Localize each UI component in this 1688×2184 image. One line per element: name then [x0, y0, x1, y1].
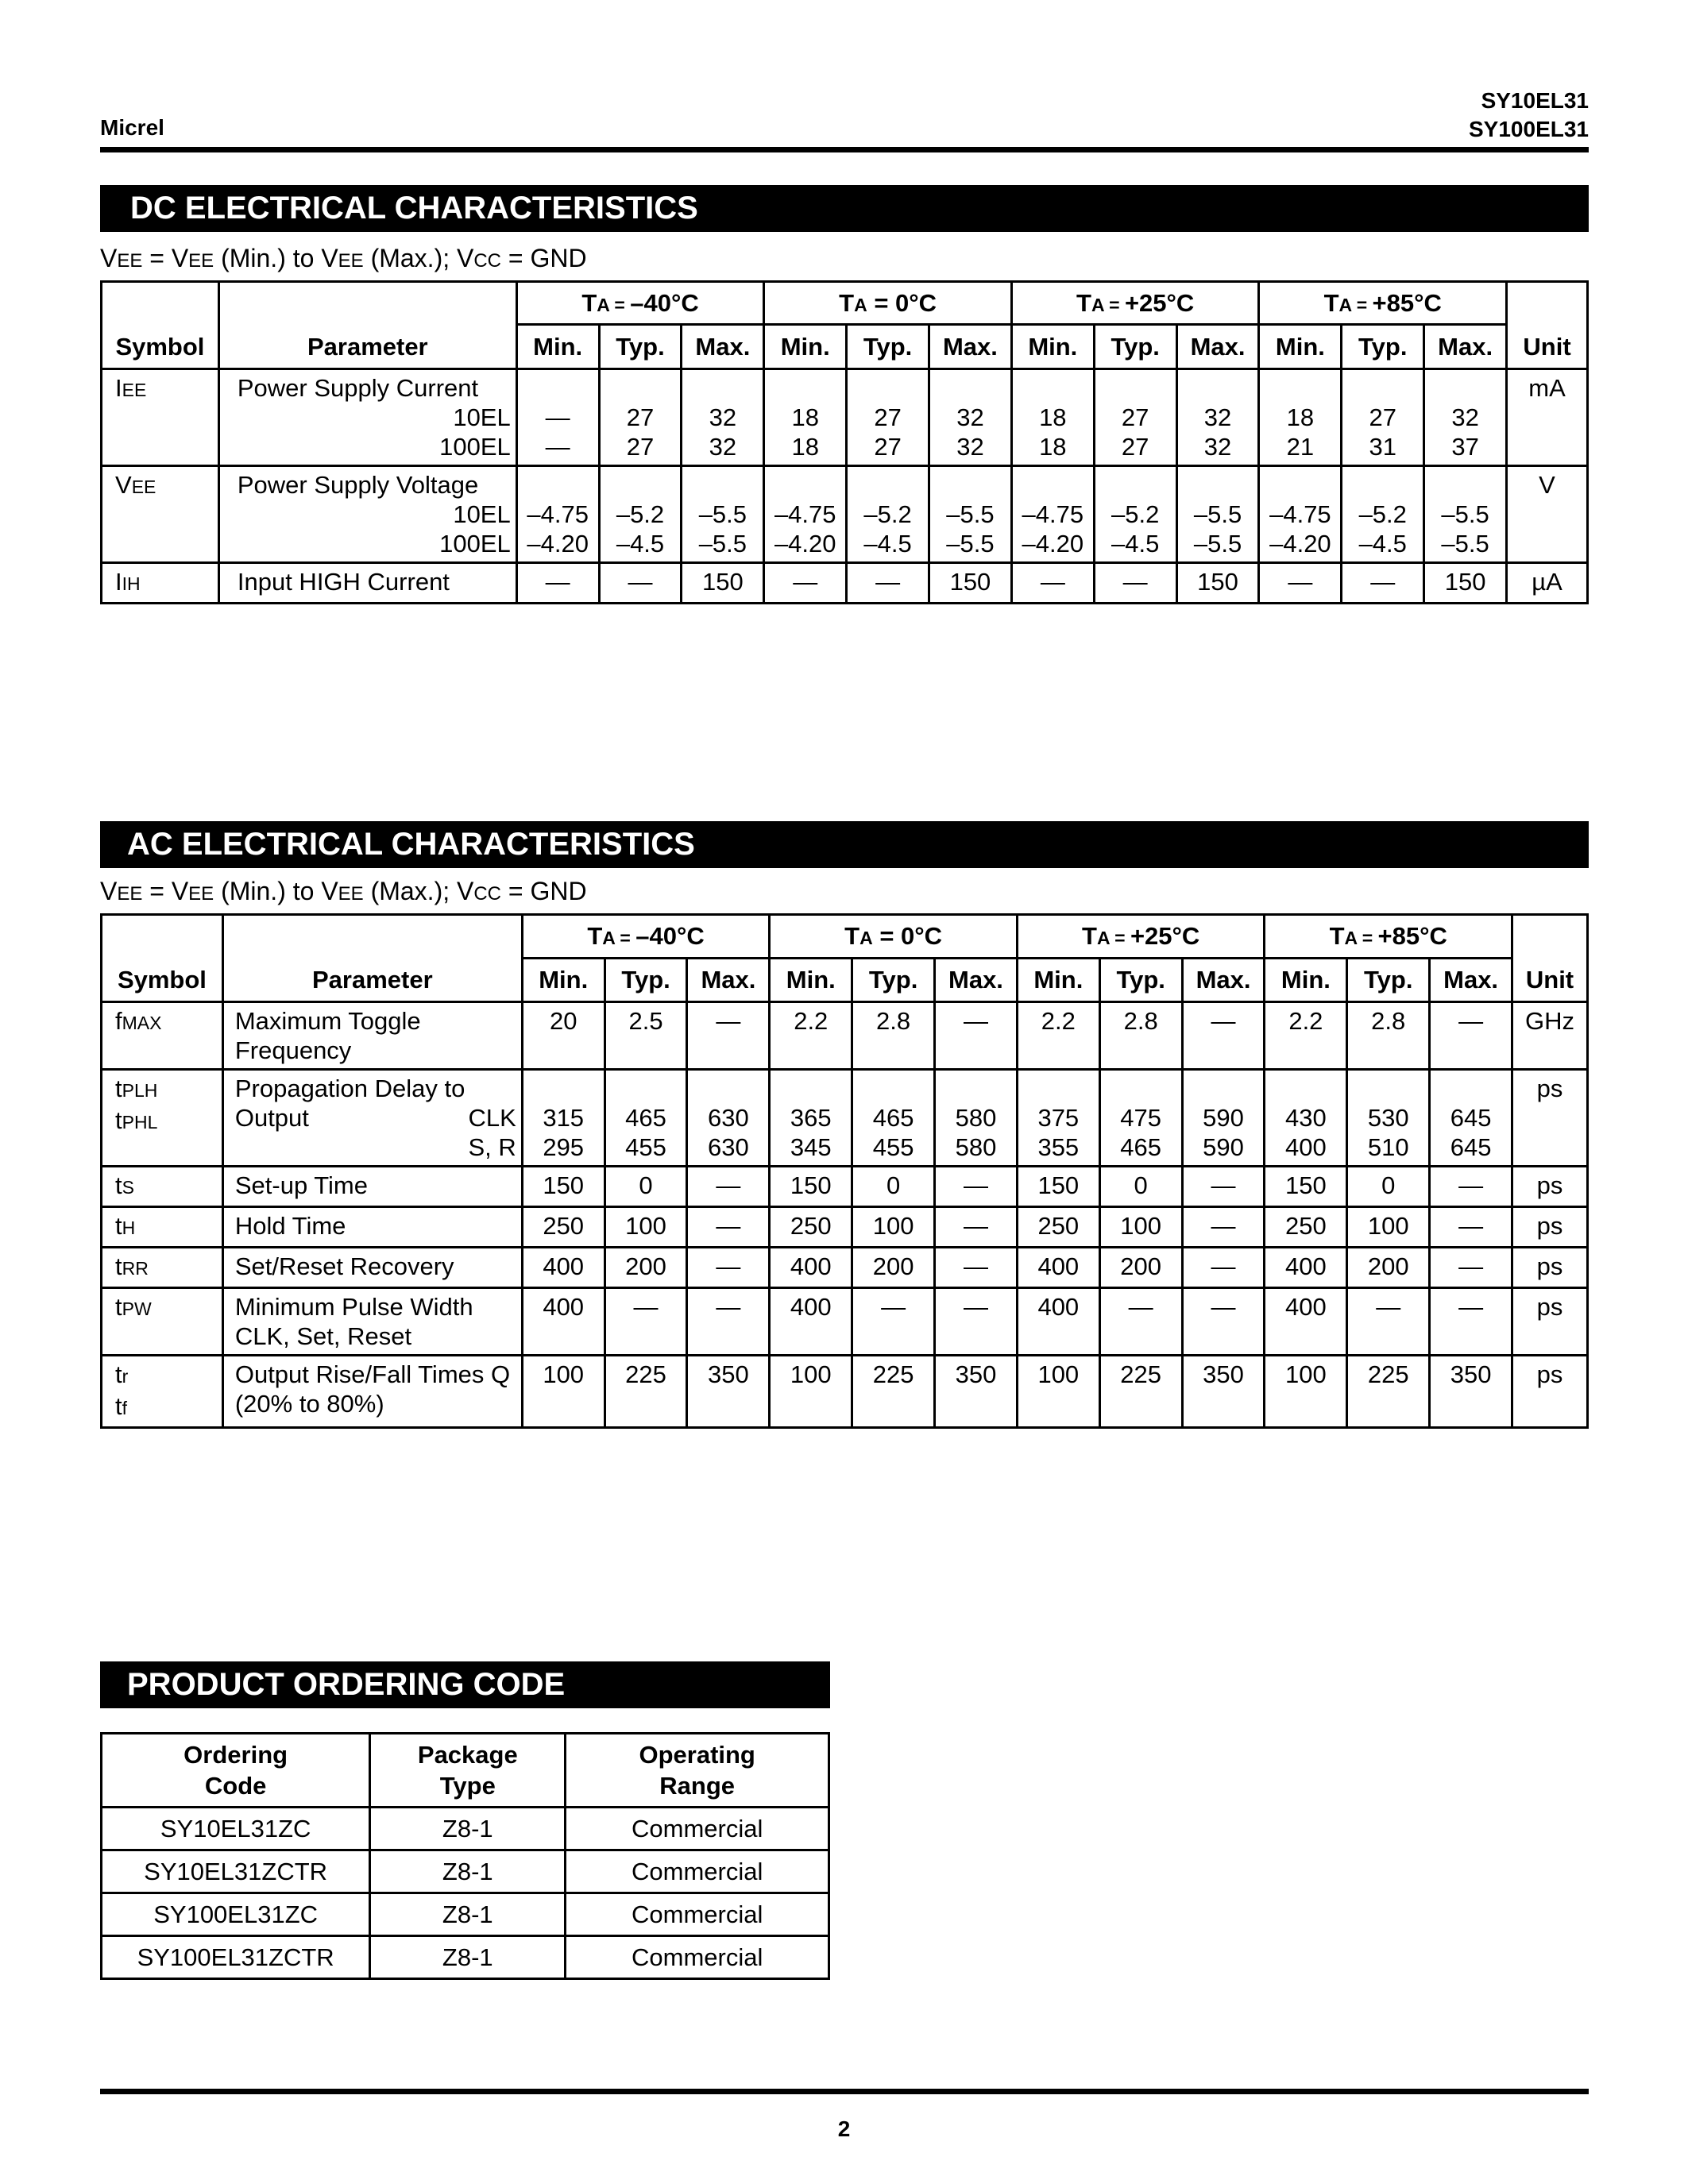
value-cell: 2.5	[605, 1002, 687, 1070]
value-cell: 150	[682, 563, 764, 604]
value-cell: 225	[852, 1356, 935, 1428]
parameter-cell: Set/Reset Recovery	[222, 1248, 522, 1288]
value-cell: —	[687, 1002, 770, 1070]
value-cell: 400	[1265, 1288, 1347, 1356]
package-type-header: Package Type	[370, 1734, 566, 1808]
value-cell: –5.5 –5.5	[929, 466, 1012, 563]
sub-header-min: Min.	[522, 959, 605, 1002]
value-cell: 225	[1347, 1356, 1430, 1428]
sub-header-max: Max.	[929, 325, 1012, 369]
value-cell: —	[852, 1288, 935, 1356]
parameter-cell: Maximum Toggle Frequency	[222, 1002, 522, 1070]
sub-header-typ: Typ.	[1347, 959, 1430, 1002]
value-cell: 32 37	[1424, 369, 1507, 466]
value-cell: 200	[1347, 1248, 1430, 1288]
ordering-code-cell: SY10EL31ZCTR	[102, 1850, 370, 1893]
value-cell: 150	[522, 1167, 605, 1207]
unit-cell: ps	[1512, 1167, 1588, 1207]
value-cell: 225	[1099, 1356, 1182, 1428]
value-cell: —	[1182, 1248, 1265, 1288]
sub-header-min: Min.	[770, 959, 852, 1002]
table-row	[102, 466, 1588, 563]
temp-header: TA = +85°C	[1265, 915, 1512, 959]
symbol-cell: IIH	[102, 563, 219, 604]
operating-range-cell: Commercial	[566, 1936, 829, 1979]
temp-header: TA = +25°C	[1017, 915, 1265, 959]
sub-header-typ: Typ.	[599, 325, 682, 369]
value-cell: 200	[605, 1248, 687, 1288]
value-cell: 27 27	[599, 369, 682, 466]
table-row	[102, 1167, 1588, 1207]
value-cell: 465 455	[852, 1070, 935, 1167]
unit-cell: V	[1507, 466, 1588, 563]
value-cell: –5.2 –4.5	[847, 466, 929, 563]
value-cell: —	[1347, 1288, 1430, 1356]
value-cell: 20	[522, 1002, 605, 1070]
value-cell: —	[687, 1248, 770, 1288]
value-cell: —	[1099, 1288, 1182, 1356]
value-cell: 0	[1347, 1167, 1430, 1207]
value-cell: 580 580	[935, 1070, 1018, 1167]
parameter-cell: Minimum Pulse Width CLK, Set, Reset	[222, 1288, 522, 1356]
value-cell: 100	[605, 1207, 687, 1248]
value-cell: 250	[770, 1207, 852, 1248]
ordering-code-cell: SY100EL31ZCTR	[102, 1936, 370, 1979]
part-number-100el: SY100EL31	[1469, 117, 1589, 141]
value-cell: 250	[1017, 1207, 1099, 1248]
temp-header: TA = +25°C	[1011, 282, 1259, 325]
symbol-cell: tPLH tPHL	[102, 1070, 223, 1167]
sub-header-min: Min.	[1011, 325, 1094, 369]
value-cell: –5.2 –4.5	[1342, 466, 1424, 563]
value-cell: 400	[770, 1288, 852, 1356]
page-number: 2	[837, 2116, 851, 2141]
table-row	[102, 1936, 829, 1979]
value-cell: 200	[852, 1248, 935, 1288]
value-cell: 100	[852, 1207, 935, 1248]
value-cell: 350	[1182, 1356, 1265, 1428]
value-cell: –4.75 –4.20	[1011, 466, 1094, 563]
value-cell: 100	[1265, 1356, 1347, 1428]
parameter-cell: Input HIGH Current	[218, 563, 516, 604]
value-cell: —	[1430, 1207, 1512, 1248]
parameter-header: Parameter	[222, 915, 522, 1002]
table-row	[102, 1288, 1588, 1356]
value-cell: —	[599, 563, 682, 604]
value-cell: –4.75 –4.20	[1259, 466, 1342, 563]
sub-header-max: Max.	[1176, 325, 1259, 369]
unit-cell: ps	[1512, 1288, 1588, 1356]
value-cell: — —	[516, 369, 599, 466]
table-row	[102, 1070, 1588, 1167]
sub-header-max: Max.	[1424, 325, 1507, 369]
company-name: Micrel	[100, 115, 164, 140]
value-cell: 18 18	[764, 369, 847, 466]
sub-header-min: Min.	[1265, 959, 1347, 1002]
value-cell: —	[935, 1248, 1018, 1288]
value-cell: 400	[1017, 1248, 1099, 1288]
value-cell: –5.5 –5.5	[1424, 466, 1507, 563]
value-cell: –5.2 –4.5	[1094, 466, 1176, 563]
sub-header-min: Min.	[764, 325, 847, 369]
value-cell: —	[935, 1002, 1018, 1070]
value-cell: 27 31	[1342, 369, 1424, 466]
value-cell: 375 355	[1017, 1070, 1099, 1167]
value-cell: —	[1182, 1207, 1265, 1248]
temp-header: TA = 0°C	[764, 282, 1012, 325]
value-cell: 27 27	[1094, 369, 1176, 466]
unit-cell: ps	[1512, 1070, 1588, 1167]
symbol-cell: tPW	[102, 1288, 223, 1356]
value-cell: 250	[1265, 1207, 1347, 1248]
symbol-cell: tH	[102, 1207, 223, 1248]
value-cell: 100	[522, 1356, 605, 1428]
table-row	[102, 1893, 829, 1936]
dc-characteristics-table	[100, 280, 1589, 604]
value-cell: —	[847, 563, 929, 604]
operating-range-cell: Commercial	[566, 1808, 829, 1850]
parameter-cell: Power Supply Voltage 10EL 100EL	[218, 466, 516, 563]
parameter-cell: Output Rise/Fall Times Q (20% to 80%)	[222, 1356, 522, 1428]
value-cell: –5.5 –5.5	[682, 466, 764, 563]
parameter-cell: Set-up Time	[222, 1167, 522, 1207]
value-cell: 225	[605, 1356, 687, 1428]
package-type-cell: Z8-1	[370, 1808, 566, 1850]
value-cell: 200	[1099, 1248, 1182, 1288]
value-cell: 150	[1017, 1167, 1099, 1207]
table-row	[102, 369, 1588, 466]
value-cell: —	[1259, 563, 1342, 604]
table-row	[102, 1002, 1588, 1070]
ordering-code-cell: SY100EL31ZC	[102, 1893, 370, 1936]
operating-range-header: Operating Range	[566, 1734, 829, 1808]
value-cell: 400	[1017, 1288, 1099, 1356]
header-rule	[100, 147, 1589, 152]
sub-header-typ: Typ.	[1094, 325, 1176, 369]
ac-characteristics-table	[100, 913, 1589, 1429]
value-cell: —	[687, 1288, 770, 1356]
value-cell: 400	[522, 1288, 605, 1356]
value-cell: —	[764, 563, 847, 604]
value-cell: 590 590	[1182, 1070, 1265, 1167]
symbol-cell: IEE	[102, 369, 219, 466]
value-cell: 630 630	[687, 1070, 770, 1167]
value-cell: —	[1430, 1167, 1512, 1207]
value-cell: 0	[1099, 1167, 1182, 1207]
value-cell: 315 295	[522, 1070, 605, 1167]
value-cell: 100	[1017, 1356, 1099, 1428]
unit-header: Unit	[1507, 282, 1588, 369]
ordering-code-table	[100, 1732, 830, 1980]
package-type-cell: Z8-1	[370, 1936, 566, 1979]
sub-header-min: Min.	[516, 325, 599, 369]
value-cell: 32 32	[929, 369, 1012, 466]
value-cell: —	[605, 1288, 687, 1356]
unit-cell: µA	[1507, 563, 1588, 604]
value-cell: 150	[1424, 563, 1507, 604]
value-cell: —	[1430, 1002, 1512, 1070]
sub-header-max: Max.	[935, 959, 1018, 1002]
value-cell: —	[1182, 1288, 1265, 1356]
value-cell: 18 21	[1259, 369, 1342, 466]
unit-cell: mA	[1507, 369, 1588, 466]
value-cell: 365 345	[770, 1070, 852, 1167]
value-cell: —	[935, 1167, 1018, 1207]
value-cell: 2.8	[1347, 1002, 1430, 1070]
value-cell: 100	[1347, 1207, 1430, 1248]
table-row	[102, 1356, 1588, 1428]
package-type-cell: Z8-1	[370, 1893, 566, 1936]
value-cell: 430 400	[1265, 1070, 1347, 1167]
value-cell: 2.2	[770, 1002, 852, 1070]
value-cell: 32 32	[682, 369, 764, 466]
value-cell: —	[1430, 1288, 1512, 1356]
value-cell: 350	[935, 1356, 1018, 1428]
ordering-section-title: PRODUCT ORDERING CODE	[100, 1661, 830, 1708]
footer-rule	[100, 2089, 1589, 2094]
value-cell: 18 18	[1011, 369, 1094, 466]
operating-range-cell: Commercial	[566, 1850, 829, 1893]
value-cell: 27 27	[847, 369, 929, 466]
value-cell: 350	[687, 1356, 770, 1428]
value-cell: 100	[770, 1356, 852, 1428]
value-cell: 350	[1430, 1356, 1512, 1428]
sub-header-max: Max.	[1430, 959, 1512, 1002]
value-cell: 645 645	[1430, 1070, 1512, 1167]
value-cell: 400	[1265, 1248, 1347, 1288]
temp-header: TA = 0°C	[770, 915, 1018, 959]
ordering-header-row	[102, 1734, 829, 1808]
value-cell: —	[1182, 1002, 1265, 1070]
value-cell: 2.8	[1099, 1002, 1182, 1070]
parameter-cell: Power Supply Current 10EL 100EL	[218, 369, 516, 466]
sub-header-max: Max.	[1182, 959, 1265, 1002]
value-cell: –5.5 –5.5	[1176, 466, 1259, 563]
sub-header-typ: Typ.	[847, 325, 929, 369]
dc-section-title: DC ELECTRICAL CHARACTERISTICS	[100, 185, 1589, 232]
value-cell: 2.8	[852, 1002, 935, 1070]
value-cell: —	[935, 1288, 1018, 1356]
sub-header-min: Min.	[1017, 959, 1099, 1002]
value-cell: 150	[929, 563, 1012, 604]
unit-cell: ps	[1512, 1356, 1588, 1428]
value-cell: 475 465	[1099, 1070, 1182, 1167]
value-cell: 400	[770, 1248, 852, 1288]
sub-header-typ: Typ.	[852, 959, 935, 1002]
value-cell: 32 32	[1176, 369, 1259, 466]
part-number-10el: SY10EL31	[1481, 88, 1589, 113]
ordering-code-cell: SY10EL31ZC	[102, 1808, 370, 1850]
value-cell: –4.75 –4.20	[764, 466, 847, 563]
sub-header-typ: Typ.	[1342, 325, 1424, 369]
sub-header-min: Min.	[1259, 325, 1342, 369]
parameter-cell: Propagation Delay to Output CLK S, R	[222, 1070, 522, 1167]
value-cell: —	[1342, 563, 1424, 604]
value-cell: —	[1011, 563, 1094, 604]
ordering-code-header: Ordering Code	[102, 1734, 370, 1808]
symbol-cell: tS	[102, 1167, 223, 1207]
table-row	[102, 563, 1588, 604]
value-cell: 150	[770, 1167, 852, 1207]
value-cell: 250	[522, 1207, 605, 1248]
parameter-cell: Hold Time	[222, 1207, 522, 1248]
symbol-header: Symbol	[102, 915, 223, 1002]
sub-header-max: Max.	[687, 959, 770, 1002]
table-row	[102, 1808, 829, 1850]
value-cell: 0	[852, 1167, 935, 1207]
sub-header-typ: Typ.	[1099, 959, 1182, 1002]
value-cell: —	[687, 1207, 770, 1248]
value-cell: 2.2	[1017, 1002, 1099, 1070]
value-cell: 465 455	[605, 1070, 687, 1167]
value-cell: 400	[522, 1248, 605, 1288]
symbol-header: Symbol	[102, 282, 219, 369]
temp-header: TA = +85°C	[1259, 282, 1507, 325]
temp-header: TA = –40°C	[516, 282, 764, 325]
table-row	[102, 1248, 1588, 1288]
symbol-cell: VEE	[102, 466, 219, 563]
unit-cell: GHz	[1512, 1002, 1588, 1070]
value-cell: —	[1430, 1248, 1512, 1288]
value-cell: —	[935, 1207, 1018, 1248]
value-cell: 150	[1265, 1167, 1347, 1207]
value-cell: —	[516, 563, 599, 604]
symbol-cell: tr tf	[102, 1356, 223, 1428]
operating-range-cell: Commercial	[566, 1893, 829, 1936]
ac-section-title: AC ELECTRICAL CHARACTERISTICS	[100, 821, 1589, 868]
temp-header: TA = –40°C	[522, 915, 770, 959]
sub-header-typ: Typ.	[605, 959, 687, 1002]
value-cell: 150	[1176, 563, 1259, 604]
value-cell: –5.2 –4.5	[599, 466, 682, 563]
ac-conditions: VEE = VEE (Min.) to VEE (Max.); VCC = GND	[100, 877, 587, 905]
unit-cell: ps	[1512, 1207, 1588, 1248]
value-cell: –4.75 –4.20	[516, 466, 599, 563]
value-cell: —	[687, 1167, 770, 1207]
unit-cell: ps	[1512, 1248, 1588, 1288]
package-type-cell: Z8-1	[370, 1850, 566, 1893]
dc-conditions: VEE = VEE (Min.) to VEE (Max.); VCC = GND	[100, 244, 587, 272]
value-cell: —	[1094, 563, 1176, 604]
symbol-cell: tRR	[102, 1248, 223, 1288]
value-cell: —	[1182, 1167, 1265, 1207]
symbol-cell: fMAX	[102, 1002, 223, 1070]
unit-header: Unit	[1512, 915, 1588, 1002]
value-cell: 530 510	[1347, 1070, 1430, 1167]
value-cell: 0	[605, 1167, 687, 1207]
value-cell: 2.2	[1265, 1002, 1347, 1070]
table-row	[102, 1207, 1588, 1248]
table-row	[102, 1850, 829, 1893]
parameter-header: Parameter	[218, 282, 516, 369]
part-numbers	[1469, 87, 1589, 144]
value-cell: 100	[1099, 1207, 1182, 1248]
sub-header-max: Max.	[682, 325, 764, 369]
